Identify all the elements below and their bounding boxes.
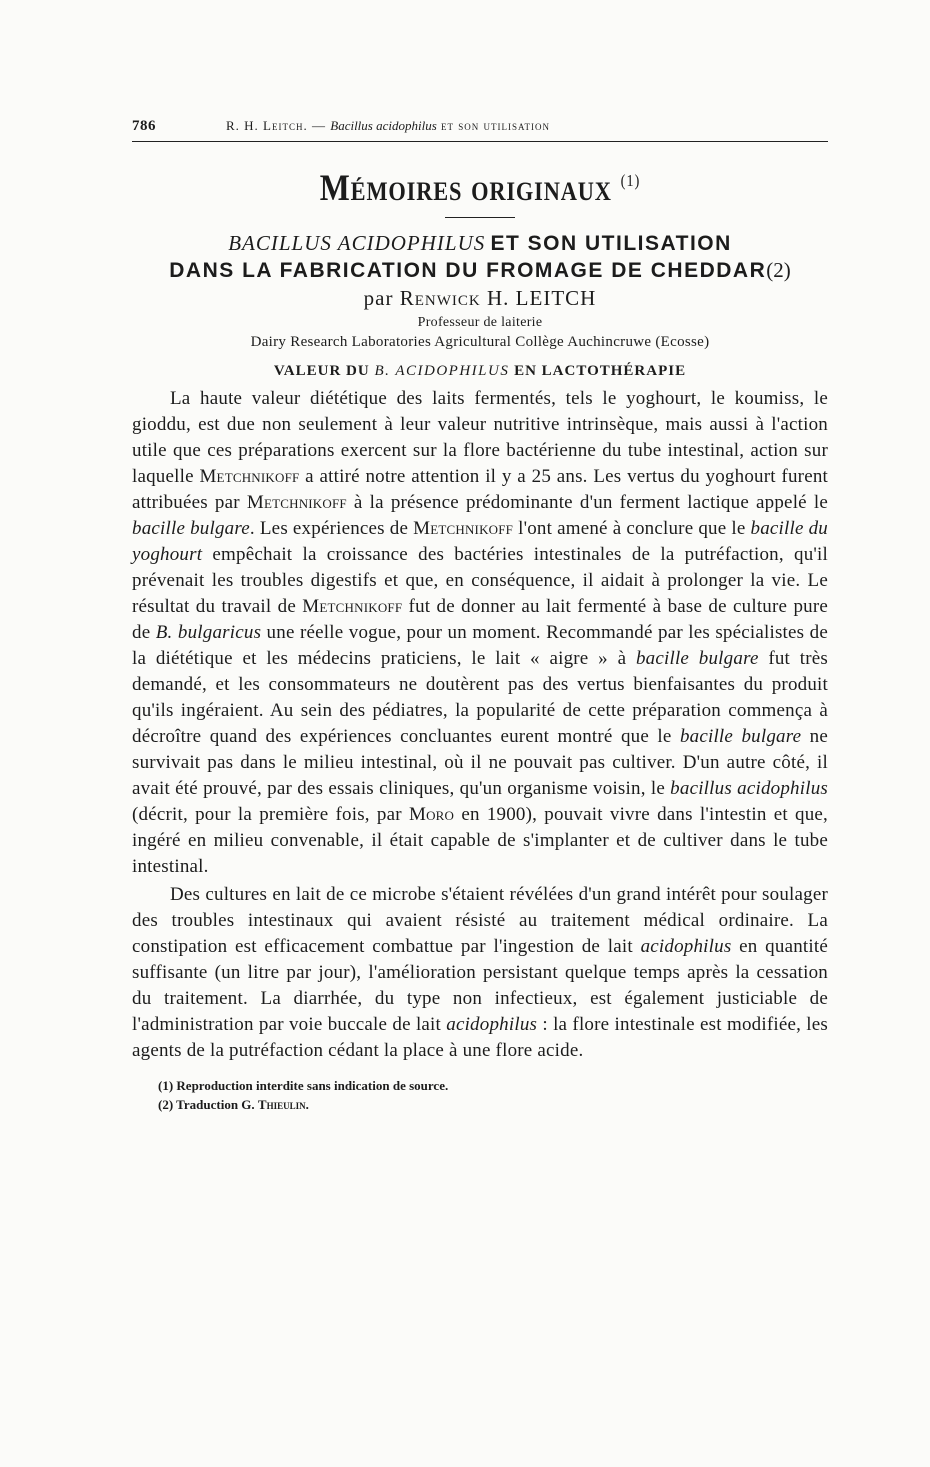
author-affiliation: Dairy Research Laboratories Agricultural Collège Auchincruwe (Ecosse) bbox=[250, 334, 710, 350]
p1-name: Moro bbox=[408, 804, 455, 825]
subheading-part-2: EN LACTOTHÉRAPIE bbox=[514, 363, 687, 379]
subheading-part-1: VALEUR DU bbox=[273, 363, 370, 379]
author-role: Professeur de laiterie bbox=[417, 315, 543, 330]
article-title bbox=[132, 230, 828, 284]
p2-italic: acidophilus bbox=[446, 1014, 538, 1035]
article-title-line2-text: DANS LA FABRICATION DU FROMAGE DE CHEDDAR bbox=[169, 259, 767, 282]
p1-italic: bacille bulgare bbox=[679, 726, 802, 747]
p1-italic: bacille bulgare bbox=[132, 518, 250, 539]
running-title-rest: et son utilisation bbox=[441, 118, 551, 133]
page-number: 786 bbox=[132, 118, 156, 134]
p1-italic: bacille bulgare bbox=[635, 648, 759, 669]
section-title bbox=[181, 170, 780, 207]
p1-text: fut très demandé, et les consommateurs ne doutèrent pas des vertus bienfaisantes du produit qu'ils ingéraient. Au sein des pédiatres, la popularité de cette préparation commença à décroître quand des expériences concluantes eurent montré que le bbox=[132, 648, 828, 747]
footnote-2-text: (2) Traduction G. bbox=[158, 1097, 255, 1112]
title-rule bbox=[445, 217, 515, 218]
byline bbox=[132, 286, 828, 311]
footnote-2-name: Thieulin. bbox=[257, 1097, 309, 1112]
section-note-marker: (1) bbox=[620, 171, 641, 190]
p2-text: Des cultures en lait de ce microbe s'étaient révélées d'un grand intérêt pour soulager des troubles intestinaux qui avaient résisté au traitement médical ordinaire. La constipation est efficacement combattue par l'ingestion de lait bbox=[132, 884, 828, 957]
p2-text: : la flore intestinale est modifiée, les agents de la putréfaction cédant la place à une flore acide. bbox=[132, 1014, 828, 1061]
p1-name: Metchnikoff bbox=[413, 518, 514, 539]
article-title-italic: BACILLUS ACIDOPHILUS bbox=[228, 231, 486, 255]
article-title-line-1 bbox=[132, 230, 828, 257]
p1-text: (décrit, pour la première fois, par bbox=[132, 804, 409, 825]
p2-italic: acidophilus bbox=[640, 936, 732, 957]
p1-text: empêchait la croissance des bactéries intestinales de la putréfaction, qu'il prévenait les troubles digestifs et que, en conséquence, il aidait à prolonger la vie. Le résultat du travail de bbox=[132, 544, 828, 617]
p1-name: Metchnikoff bbox=[246, 492, 347, 513]
p1-text: ne survivait pas dans le milieu intestinal, où il ne pouvait pas cultiver. D'un autre côté, il avait été prouvé, par des essais cliniques, qu'un organisme voisin, le bbox=[132, 726, 828, 799]
article-title-line-2 bbox=[132, 257, 828, 284]
p1-text: à la présence prédominante d'un ferment lactique appelé le bbox=[346, 492, 828, 513]
body-paragraph-1 bbox=[132, 386, 828, 880]
p1-italic: bacille du yoghourt bbox=[132, 518, 829, 565]
section-title-text: Mémoires originaux bbox=[319, 168, 612, 209]
p1-name: Metchnikoff bbox=[199, 466, 300, 487]
article-title-note-marker: (2) bbox=[766, 258, 791, 282]
author-last-name: H. LEITCH bbox=[487, 286, 597, 310]
running-head bbox=[132, 118, 828, 142]
p1-italic: B. bulgaricus bbox=[155, 622, 262, 643]
article-title-line1-rest: ET SON UTILISATION bbox=[490, 232, 732, 255]
running-author: R. H. Leitch. — bbox=[226, 118, 326, 133]
p2-text: en quantité suffisante (un litre par jour), l'amélioration persistant quelque temps après la cessation du traitement. La diarrhée, du type non infectieux, est également justiciable de l'administration par voie buccale de lait bbox=[132, 936, 828, 1035]
subheading bbox=[132, 363, 828, 380]
body-paragraph-2 bbox=[132, 882, 828, 1064]
p1-text: une réelle vogue, pour un moment. Recommandé par les spécialistes de la diététique et les médecins praticiens, le lait « aigre » à bbox=[132, 622, 828, 669]
footnotes bbox=[132, 1076, 828, 1114]
page bbox=[132, 118, 828, 1114]
subheading-italic: B. ACIDOPHILUS bbox=[374, 363, 510, 379]
p1-text: fut de donner au lait fermenté à base de culture pure de bbox=[132, 596, 828, 643]
running-title-italic: Bacillus acidophilus bbox=[330, 118, 437, 133]
author-first-name: Renwick bbox=[399, 286, 481, 310]
p1-name: Metchnikoff bbox=[302, 596, 403, 617]
p1-italic: bacillus acidophilus bbox=[670, 778, 828, 799]
p1-text: La haute valeur diététique des laits fermentés, tels le yoghourt, le koumiss, le gioddu, est due non seulement à leur valeur nutritive intrinsèque, mais aussi à l'action utile que ces préparations exercent sur la flore bactérienne du tube intestinal, action sur laquelle bbox=[132, 388, 828, 487]
byline-par: par bbox=[363, 286, 394, 310]
p1-text: a attiré notre attention il y a 25 ans. Les vertus du yoghourt furent attribuées par bbox=[132, 466, 829, 513]
p1-text: en 1900), pouvait vivre dans l'intestin et que, ingéré en milieu convenable, il était capable de s'implanter et de cultiver dans le tube intestinal. bbox=[132, 804, 828, 877]
footnote-2 bbox=[158, 1095, 828, 1114]
footnote-1: (1) Reproduction interdite sans indication de source. bbox=[158, 1078, 449, 1093]
running-title bbox=[226, 118, 550, 134]
p1-text: . Les expériences de bbox=[249, 518, 414, 539]
p1-text: l'ont amené à conclure que le bbox=[513, 518, 751, 539]
